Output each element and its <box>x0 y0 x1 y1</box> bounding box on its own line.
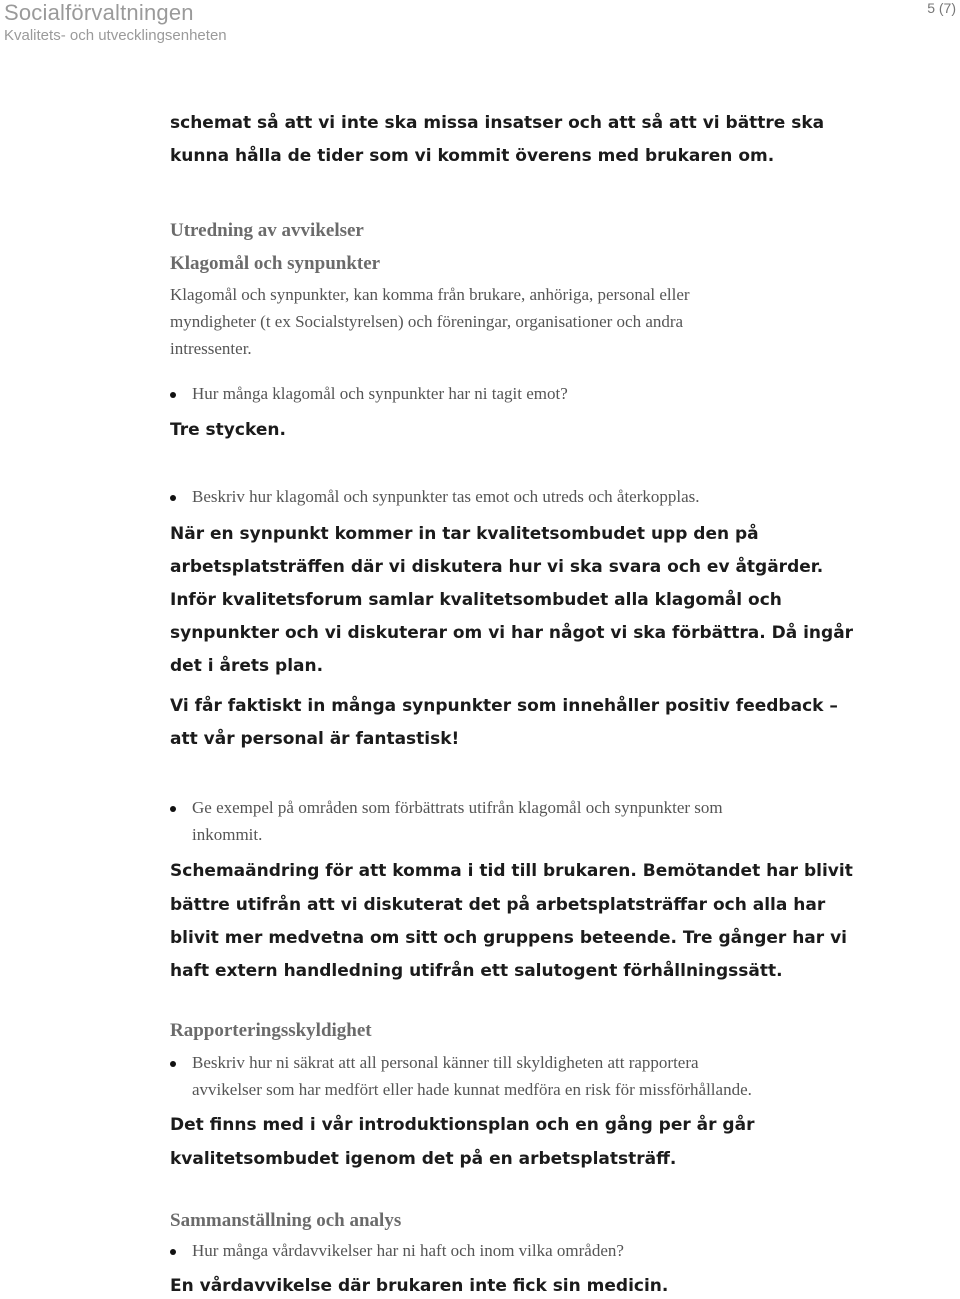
answer-line: Schemaändring för att komma i tid till brukaren. Bemötandet har blivit <box>170 861 853 881</box>
answer-line: När en synpunkt kommer in tar kvalitetsombudet upp den på <box>170 524 759 544</box>
answer-line: arbetsplatsträffen där vi diskutera hur vi ska svara och ev åtgärder. <box>170 557 824 577</box>
bullet-icon <box>170 1249 176 1255</box>
answer-line: Vi får faktiskt in många synpunkter som innehåller positiv feedback – <box>170 696 838 716</box>
unit-name: Kvalitets- och utvecklingsenheten <box>4 27 227 44</box>
bullet-icon <box>170 1061 176 1067</box>
answer-line: Det finns med i vår introduktionsplan och en gång per år går <box>170 1115 755 1135</box>
bullet-icon <box>170 806 176 812</box>
question-text: Hur många vårdavvikelser har ni haft och inom vilka områden? <box>192 1241 624 1260</box>
description-line: myndigheter (t ex Socialstyrelsen) och föreningar, organisationer och andra <box>170 312 684 331</box>
answer-line: det i årets plan. <box>170 656 324 676</box>
answer-line: Inför kvalitetsforum samlar kvalitetsombudet alla klagomål och <box>170 590 782 610</box>
answer-line: kunna hålla de tider som vi kommit överens med brukaren om. <box>170 146 775 166</box>
description-line: intressenter. <box>170 339 252 358</box>
answer-line: Tre stycken. <box>170 420 286 440</box>
question-text: inkommit. <box>192 825 263 844</box>
section-heading: Rapporteringsskyldighet <box>170 1020 372 1041</box>
answer-line: synpunkter och vi diskuterar om vi har något vi ska förbättra. Då ingår <box>170 623 854 643</box>
answer-line: schemat så att vi inte ska missa insatser och att så att vi bättre ska <box>170 113 825 133</box>
question-text: Ge exempel på områden som förbättrats utifrån klagomål och synpunkter som <box>192 798 723 817</box>
organization-name: Socialförvaltningen <box>4 0 194 25</box>
answer-line: bättre utifrån att vi diskuterat det på arbetsplatsträffar och alla har <box>170 895 826 915</box>
question-text: Hur många klagomål och synpunkter har ni tagit emot? <box>192 384 568 403</box>
answer-line: blivit mer medvetna om sitt och gruppens beteende. Tre gånger har vi <box>170 928 847 948</box>
subsection-heading: Klagomål och synpunkter <box>170 253 381 274</box>
question-text: Beskriv hur klagomål och synpunkter tas emot och utreds och återkopplas. <box>192 487 700 506</box>
description-line: Klagomål och synpunkter, kan komma från brukare, anhöriga, personal eller <box>170 285 690 304</box>
section-heading: Sammanställning och analys <box>170 1210 402 1231</box>
answer-line: haft extern handledning utifrån ett salutogent förhållningssätt. <box>170 961 783 981</box>
answer-line: En vårdavvikelse där brukaren inte fick sin medicin. <box>170 1276 669 1296</box>
page-number: 5 (7) <box>927 0 956 16</box>
bullet-icon <box>170 392 176 398</box>
section-heading: Utredning av avvikelser <box>170 220 364 241</box>
question-text: avvikelser som har medfört eller hade kunnat medföra en risk för missförhållande. <box>192 1080 752 1099</box>
answer-line: kvalitetsombudet igenom det på en arbetsplatsträff. <box>170 1149 677 1169</box>
bullet-icon <box>170 495 176 501</box>
question-text: Beskriv hur ni säkrat att all personal känner till skyldigheten att rapportera <box>192 1053 699 1072</box>
answer-line: att vår personal är fantastisk! <box>170 729 460 749</box>
